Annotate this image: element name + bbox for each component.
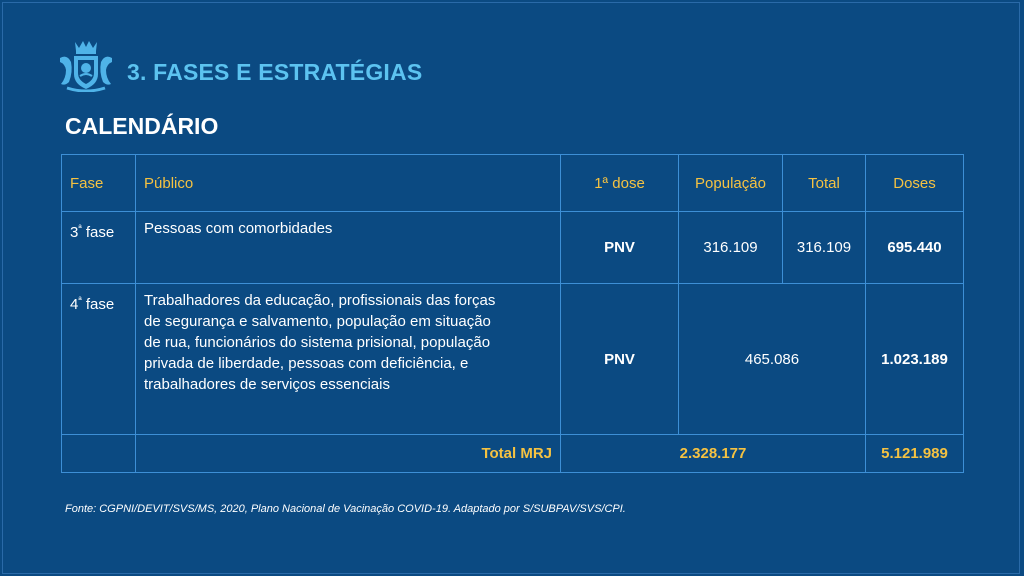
empty-cell xyxy=(62,435,136,473)
publico-line: Trabalhadores da educação, profissionais das forças xyxy=(144,292,496,309)
total-doses-cell: 5.121.989 xyxy=(866,435,964,473)
total-populacao-cell: 2.328.177 xyxy=(561,435,866,473)
fase-number: 3 xyxy=(70,224,79,241)
publico-line: de segurança e salvamento, população em situação xyxy=(144,313,491,330)
publico-cell xyxy=(136,284,561,435)
publico-cell: Pessoas com comorbidades xyxy=(136,212,561,284)
column-header-doses: Doses xyxy=(866,155,964,212)
column-header-total: Total xyxy=(783,155,866,212)
doses-cell: 1.023.189 xyxy=(866,284,964,435)
rio-coat-of-arms-icon xyxy=(57,40,115,92)
fase-word: fase xyxy=(85,224,115,241)
section-title: 3. FASES E ESTRATÉGIAS xyxy=(127,59,423,85)
total-cell: 316.109 xyxy=(783,212,866,284)
total-label: Total MRJ xyxy=(136,435,561,473)
source-footnote: Fonte: CGPNI/DEVIT/SVS/MS, 2020, Plano Nacional de Vacinação COVID-19. Adaptado por S/SUBPAV/SVS/CPI. xyxy=(65,503,626,515)
fase-number: 4 xyxy=(70,296,79,313)
publico-line: de rua, funcionários do sistema prisional, população xyxy=(144,334,491,351)
dose1-cell: PNV xyxy=(561,284,679,435)
fase-cell xyxy=(62,212,136,284)
fase-cell xyxy=(62,284,136,435)
publico-line: privada de liberdade, pessoas com deficiência, e xyxy=(144,355,469,372)
column-header-populacao: População xyxy=(679,155,783,212)
populacao-total-cell: 465.086 xyxy=(679,284,866,435)
table-header-row xyxy=(62,155,964,212)
column-header-fase: Fase xyxy=(62,155,136,212)
table-row xyxy=(62,284,964,435)
page-subtitle: CALENDÁRIO xyxy=(65,113,219,139)
doses-cell: 695.440 xyxy=(866,212,964,284)
fase-ordinal: ª xyxy=(78,295,82,305)
column-header-publico: Público xyxy=(136,155,561,212)
fase-word: fase xyxy=(85,296,115,313)
total-row xyxy=(62,435,964,473)
table-row xyxy=(62,212,964,284)
populacao-cell: 316.109 xyxy=(679,212,783,284)
publico-line: trabalhadores de serviços essenciais xyxy=(144,376,390,393)
calendar-table xyxy=(61,154,964,473)
column-header-1a-dose: 1ª dose xyxy=(561,155,679,212)
fase-ordinal: ª xyxy=(78,223,82,233)
dose1-cell: PNV xyxy=(561,212,679,284)
